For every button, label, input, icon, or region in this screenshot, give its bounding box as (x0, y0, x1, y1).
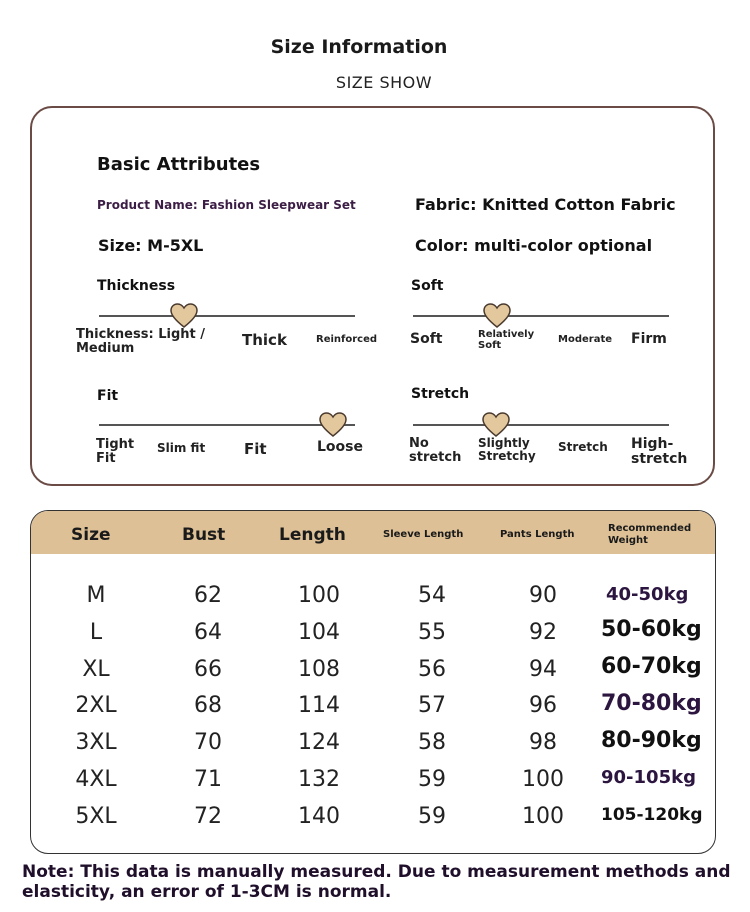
soft-option-firm: Firm (631, 331, 667, 347)
column-header-pants-length: Pants Length (500, 529, 575, 540)
cell-length: 100 (298, 583, 340, 608)
cell-pants: 98 (529, 730, 557, 755)
fit-option-tight-fit: Tight Fit (96, 437, 135, 467)
thickness-scale-line (99, 315, 355, 317)
column-header-recommended-weight: Recommended Weight (608, 523, 692, 546)
color-info: Color: multi-color optional (415, 236, 653, 255)
stretch-option-stretch: Stretch (558, 440, 608, 454)
thickness-option-reinforced: Reinforced (316, 334, 378, 345)
fit-selected-heart-icon (319, 412, 347, 438)
soft-option-soft: Soft (410, 331, 443, 347)
cell-length: 132 (298, 767, 340, 792)
cell-size: 2XL (75, 693, 117, 718)
cell-bust: 66 (194, 657, 222, 682)
column-header-length: Length (279, 525, 346, 545)
cell-weight: 80-90kg (601, 728, 702, 753)
cell-pants: 96 (529, 693, 557, 718)
size-range: Size: M-5XL (98, 236, 204, 255)
soft-scale-line (413, 315, 669, 317)
fit-option-fit: Fit (244, 440, 267, 458)
fit-option-slim-fit: Slim fit (157, 441, 206, 455)
cell-sleeve: 55 (418, 620, 446, 645)
cell-pants: 90 (529, 583, 557, 608)
page-title: Size Information (270, 36, 448, 58)
soft-title: Soft (411, 278, 444, 294)
attributes-heading: Basic Attributes (97, 154, 261, 175)
stretch-selected-heart-icon (482, 412, 510, 438)
column-header-bust: Bust (182, 525, 226, 545)
cell-length: 140 (298, 804, 340, 829)
measurement-note: Note: This data is manually measured. Due to measurement methods and elasticity, an error of 1-3CM is normal. (22, 862, 731, 903)
thickness-option-thick: Thick (242, 331, 287, 349)
stretch-option-high-stretch: High-stretch (631, 436, 688, 468)
cell-bust: 70 (194, 730, 222, 755)
cell-size: 4XL (75, 767, 117, 792)
stretch-option-slightly-stretchy: Slightly Stretchy (478, 436, 536, 464)
cell-sleeve: 56 (418, 657, 446, 682)
stretch-option-no-stretch: No stretch (409, 436, 462, 466)
cell-pants: 100 (522, 804, 564, 829)
cell-sleeve: 59 (418, 767, 446, 792)
fabric-info: Fabric: Knitted Cotton Fabric (415, 195, 676, 214)
cell-weight: 50-60kg (601, 617, 702, 642)
size-table (30, 510, 716, 854)
cell-sleeve: 54 (418, 583, 446, 608)
cell-size: XL (82, 657, 110, 682)
cell-sleeve: 57 (418, 693, 446, 718)
cell-weight: 40-50kg (606, 584, 689, 605)
cell-size: 3XL (75, 730, 117, 755)
product-name: Product Name: Fashion Sleepwear Set (97, 198, 356, 212)
column-header-sleeve-length: Sleeve Length (383, 529, 464, 540)
soft-option-relatively-soft: Relatively Soft (478, 329, 535, 351)
stretch-scale-line (413, 424, 669, 426)
cell-size: M (86, 583, 106, 608)
cell-sleeve: 59 (418, 804, 446, 829)
cell-bust: 68 (194, 693, 222, 718)
cell-bust: 72 (194, 804, 222, 829)
basic-attributes-card (30, 106, 715, 486)
cell-length: 114 (298, 693, 340, 718)
soft-option-moderate: Moderate (558, 334, 613, 345)
cell-pants: 94 (529, 657, 557, 682)
cell-sleeve: 58 (418, 730, 446, 755)
cell-length: 124 (298, 730, 340, 755)
cell-weight: 60-70kg (601, 654, 702, 679)
thickness-title: Thickness (97, 278, 176, 294)
page-subtitle: SIZE SHOW (335, 73, 433, 92)
cell-weight: 90-105kg (601, 767, 696, 788)
cell-weight: 70-80kg (601, 691, 702, 716)
thickness-option-light: Thickness: Light / Medium (76, 327, 205, 357)
cell-bust: 62 (194, 583, 222, 608)
fit-title: Fit (97, 388, 119, 404)
cell-bust: 71 (194, 767, 222, 792)
cell-pants: 100 (522, 767, 564, 792)
cell-bust: 64 (194, 620, 222, 645)
stretch-title: Stretch (411, 386, 470, 402)
fit-scale-line (99, 424, 355, 426)
thickness-selected-heart-icon (170, 303, 198, 329)
soft-selected-heart-icon (483, 303, 511, 329)
cell-pants: 92 (529, 620, 557, 645)
fit-option-loose: Loose (317, 439, 363, 455)
cell-length: 104 (298, 620, 340, 645)
cell-length: 108 (298, 657, 340, 682)
table-header (31, 511, 715, 554)
cell-size: L (89, 620, 103, 645)
column-header-size: Size (71, 525, 111, 545)
cell-size: 5XL (75, 804, 117, 829)
cell-weight: 105-120kg (601, 805, 703, 825)
